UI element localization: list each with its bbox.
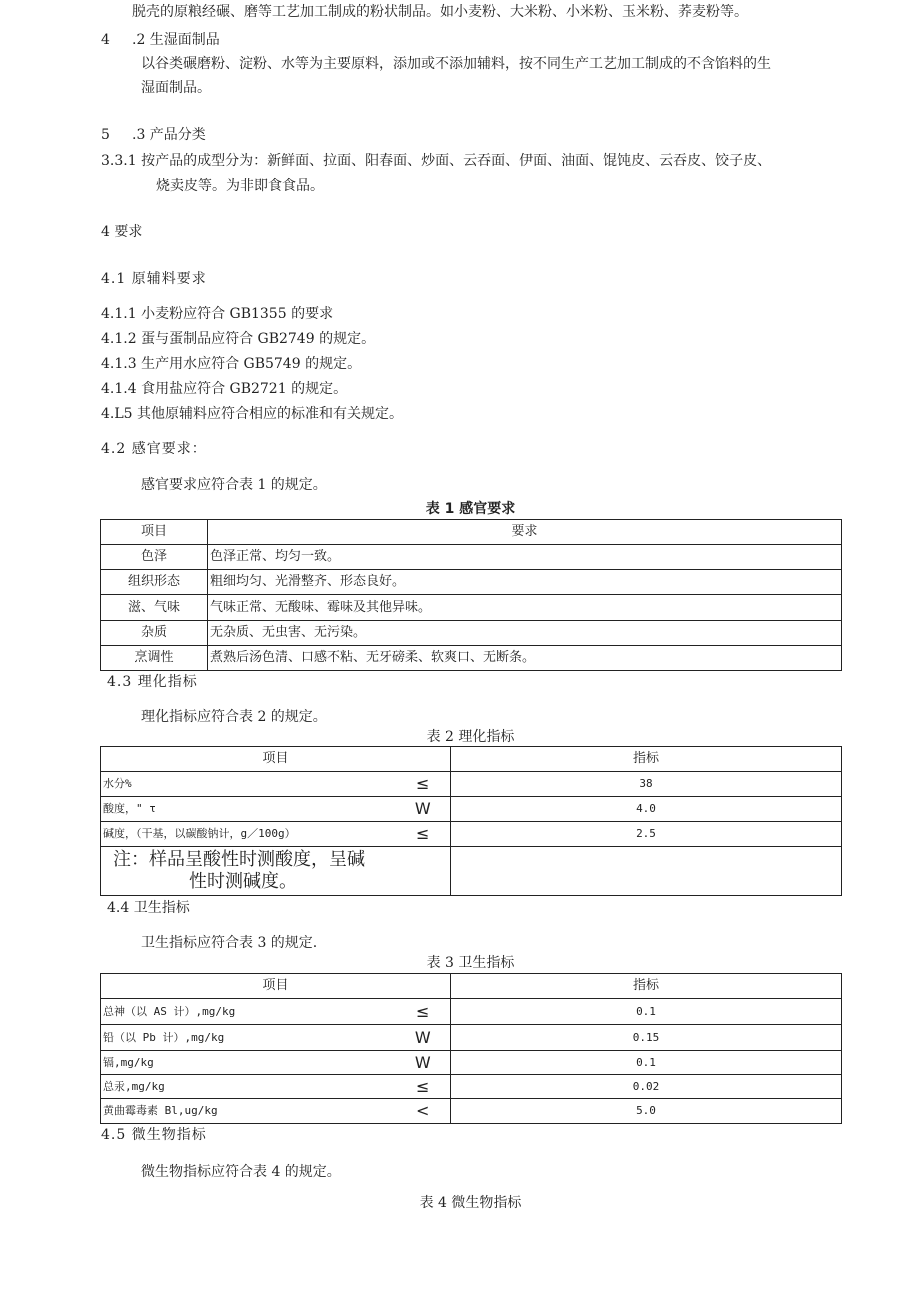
table-header: 项目 (101, 974, 451, 999)
section-number: 5 (101, 127, 110, 143)
table-cell: 滋、气味 (101, 595, 208, 621)
table-cell: 0.02 (451, 1075, 842, 1099)
table3-title: 表 3 卫生指标 (426, 955, 515, 971)
list-item: 4.L5 其他原辅料应符合相应的标准和有关规定。 (101, 406, 404, 422)
comparison-symbol: ≤ (396, 822, 451, 847)
table-cell: 色泽 (101, 545, 208, 570)
table-cell: 2.5 (451, 822, 842, 847)
sensory-table (100, 519, 842, 671)
table-row (101, 646, 842, 671)
table1-title: 表 1 感官要求 (425, 501, 516, 517)
table-cell: 5.0 (451, 1099, 842, 1124)
table-cell: 总神（以 AS 计）,mg/kg (101, 999, 396, 1025)
table-cell: 0.1 (451, 1051, 842, 1075)
paragraph-line: 烧卖皮等。为非即食食品。 (156, 178, 324, 194)
list-item: 4.1.4 食用盐应符合 GB2721 的规定。 (101, 381, 348, 397)
table-row (101, 1075, 842, 1099)
table-row (101, 1099, 842, 1124)
comparison-symbol: ≤ (396, 772, 451, 797)
table-row (101, 822, 842, 847)
table-cell: 粗细均匀、光滑整齐、形态良好。 (208, 570, 842, 595)
section-number: 4 (101, 32, 110, 48)
table-row (101, 545, 842, 570)
note-line: 注：样品呈酸性时测酸度，呈碱 (113, 849, 365, 870)
physicochemical-table (100, 746, 842, 896)
table-cell: 煮熟后汤色清、口感不粘、无牙磅柔、软爽口、无断条。 (208, 646, 842, 671)
table-cell: 0.1 (451, 999, 842, 1025)
table-row (101, 1051, 842, 1075)
table-cell: 组织形态 (101, 570, 208, 595)
table-note (101, 847, 451, 896)
section-heading-sensory: 4.2 感官要求： (101, 441, 207, 457)
table-header: 指标 (451, 747, 842, 772)
table-row (101, 772, 842, 797)
table-cell: 铅（以 Pb 计）,mg/kg (101, 1025, 396, 1051)
table-cell: 4.0 (451, 797, 842, 822)
comparison-symbol: W (396, 1025, 451, 1051)
list-item: 4.1.3 生产用水应符合 GB5749 的规定。 (101, 356, 362, 372)
table-cell: 杂质 (101, 621, 208, 646)
list-item: 4.1.1 小麦粉应符合 GB1355 的要求 (101, 306, 334, 322)
table-cell: 酸度，" τ (101, 797, 396, 822)
table-header: 要求 (208, 520, 842, 545)
section-heading-wet-noodles: .2 生湿面制品 (132, 32, 220, 48)
paragraph-line: 以谷类碾磨粉、淀粉、水等为主要原料，添加或不添加辅料，按不同生产工艺加工制成的不含馅料的生 (141, 56, 771, 72)
table-header: 指标 (451, 974, 842, 999)
table-cell: 0.15 (451, 1025, 842, 1051)
table-cell: 水分% (101, 772, 396, 797)
comparison-symbol: ≤ (396, 1075, 451, 1099)
section-heading-requirements: 4 要求 (101, 224, 143, 240)
table-row (101, 847, 842, 896)
table-cell: 碱度，（干基，以碳酸钠计，g／100g） (101, 822, 396, 847)
table-cell: 黄曲霉毒素 Bl,ug/kg (101, 1099, 396, 1124)
section-heading-raw-materials: 4.1 原辅料要求 (101, 271, 207, 287)
list-item: 4.1.2 蛋与蛋制品应符合 GB2749 的规定。 (101, 331, 376, 347)
table-cell: 色泽正常、均匀一致。 (208, 545, 842, 570)
paragraph-line: 理化指标应符合表 2 的规定。 (141, 709, 327, 725)
table-cell (451, 847, 842, 896)
comparison-symbol: W (396, 797, 451, 822)
section-heading-microbial: 4.5 微生物指标 (101, 1127, 207, 1143)
table-row (101, 595, 842, 621)
comparison-symbol: W (396, 1051, 451, 1075)
table2-title: 表 2 理化指标 (426, 729, 515, 745)
table-row (101, 797, 842, 822)
table-cell: 无杂质、无虫害、无污染。 (208, 621, 842, 646)
paragraph-line: 卫生指标应符合表 3 的规定. (141, 935, 318, 951)
table4-title: 表 4 微生物指标 (419, 1195, 522, 1211)
section-heading-hygiene: 4.4 卫生指标 (107, 900, 190, 916)
paragraph-line: 湿面制品。 (141, 80, 211, 96)
table-cell: 镉,mg/kg (101, 1051, 396, 1075)
table-row (101, 570, 842, 595)
table-cell: 38 (451, 772, 842, 797)
section-heading-physicochemical: 4.3 理化指标 (107, 674, 198, 690)
table-row (101, 1025, 842, 1051)
table-header: 项目 (101, 520, 208, 545)
table-cell: 气味正常、无酸味、霉味及其他异味。 (208, 595, 842, 621)
paragraph-line: 微生物指标应符合表 4 的规定。 (141, 1164, 341, 1180)
section-heading-classification: .3 产品分类 (132, 127, 206, 143)
comparison-symbol: < (396, 1099, 451, 1124)
table-row (101, 999, 842, 1025)
paragraph-line: 感官要求应符合表 1 的规定。 (141, 477, 327, 493)
table-cell: 烹调性 (101, 646, 208, 671)
note-line: 性时测碱度。 (189, 871, 297, 892)
intro-line: 脱壳的原粮经碾、磨等工艺加工制成的粉状制品。如小麦粉、大米粉、小米粉、玉米粉、荞麦粉等。 (132, 4, 748, 20)
table-row (101, 621, 842, 646)
paragraph-line: 3.3.1 按产品的成型分为：新鲜面、拉面、阳春面、炒面、云吞面、伊面、油面、馄饨皮、云吞皮、饺子皮、 (101, 153, 772, 169)
table-cell: 总汞,mg/kg (101, 1075, 396, 1099)
table-header: 项目 (101, 747, 451, 772)
hygiene-table (100, 973, 842, 1124)
comparison-symbol: ≤ (396, 999, 451, 1025)
